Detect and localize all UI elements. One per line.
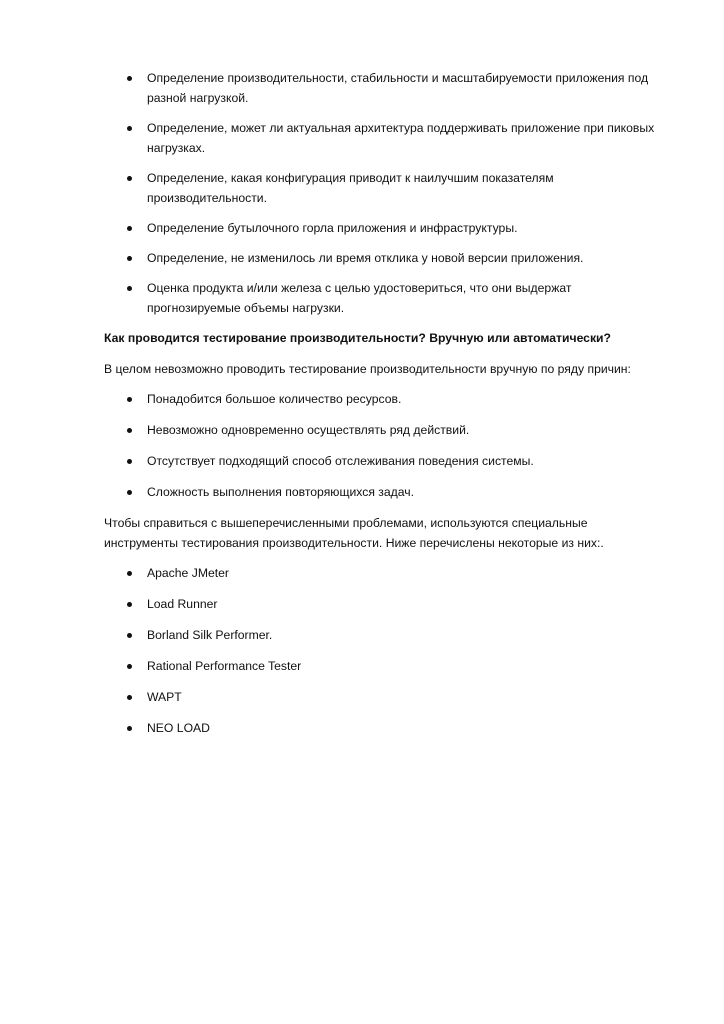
list-item-text: Отсутствует подходящий способ отслеживания поведения системы. (147, 454, 534, 468)
list-item (104, 168, 664, 208)
list-item (104, 278, 664, 318)
list-item-text: Определение производительности, стабильности и масштабируемости приложения под разной нагрузкой. (147, 71, 649, 105)
list-item-text: Оценка продукта и/или железа с целью удостовериться, что они выдержат прогнозируемые объемы нагрузки. (147, 281, 572, 315)
tools-intro-paragraph: Чтобы справиться с вышеперечисленными проблемами, используются специальные инструменты тестирования производительности. Ниже перечислены некоторые из них:. (104, 516, 604, 550)
bullet-icon (127, 256, 132, 261)
bullet-icon (127, 602, 132, 607)
bullet-icon (127, 664, 132, 669)
list-item (104, 218, 664, 238)
bullet-icon (127, 459, 132, 464)
list-item (104, 389, 664, 409)
list-item (104, 118, 664, 158)
list-item-text: WAPT (147, 690, 182, 704)
section-heading: Как проводится тестирование производительности? Вручную или автоматически? (104, 331, 611, 345)
list-item-text: Определение, может ли актуальная архитектура поддерживать приложение при пиковых нагрузках. (147, 121, 655, 155)
bullet-icon (127, 176, 132, 181)
list-item (104, 68, 664, 108)
bullet-icon (127, 428, 132, 433)
bullet-icon (127, 633, 132, 638)
list-item (104, 451, 664, 471)
list-item (104, 687, 664, 707)
tools-list (104, 563, 664, 738)
list-item-text: Невозможно одновременно осуществлять ряд действий. (147, 423, 470, 437)
bullet-icon (127, 695, 132, 700)
list-item-text: Borland Silk Performer. (147, 628, 273, 642)
list-item-text: Определение, не изменилось ли время отклика у новой версии приложения. (147, 251, 584, 265)
bullet-icon (127, 397, 132, 402)
list-item (104, 718, 664, 738)
list-item (104, 656, 664, 676)
bullet-icon (127, 286, 132, 291)
bullet-icon (127, 571, 132, 576)
goals-list (104, 68, 664, 318)
list-item (104, 420, 664, 440)
list-item-text: Понадобится большое количество ресурсов. (147, 392, 402, 406)
list-item (104, 482, 664, 502)
bullet-icon (127, 726, 132, 731)
list-item (104, 594, 664, 614)
list-item-text: Load Runner (147, 597, 218, 611)
list-item-text: NEO LOAD (147, 721, 210, 735)
list-item-text: Rational Performance Tester (147, 659, 302, 673)
bullet-icon (127, 76, 132, 81)
list-item (104, 625, 664, 645)
list-item (104, 563, 664, 583)
reasons-list (104, 389, 664, 502)
list-item-text: Определение, какая конфигурация приводит к наилучшим показателям производительности. (147, 171, 554, 205)
document-content (104, 68, 664, 749)
bullet-icon (127, 490, 132, 495)
intro-paragraph: В целом невозможно проводить тестирование производительности вручную по ряду причин: (104, 362, 631, 376)
list-item (104, 248, 664, 268)
list-item-text: Apache JMeter (147, 566, 229, 580)
bullet-icon (127, 126, 132, 131)
bullet-icon (127, 226, 132, 231)
list-item-text: Определение бутылочного горла приложения и инфраструктуры. (147, 221, 518, 235)
list-item-text: Сложность выполнения повторяющихся задач. (147, 485, 415, 499)
